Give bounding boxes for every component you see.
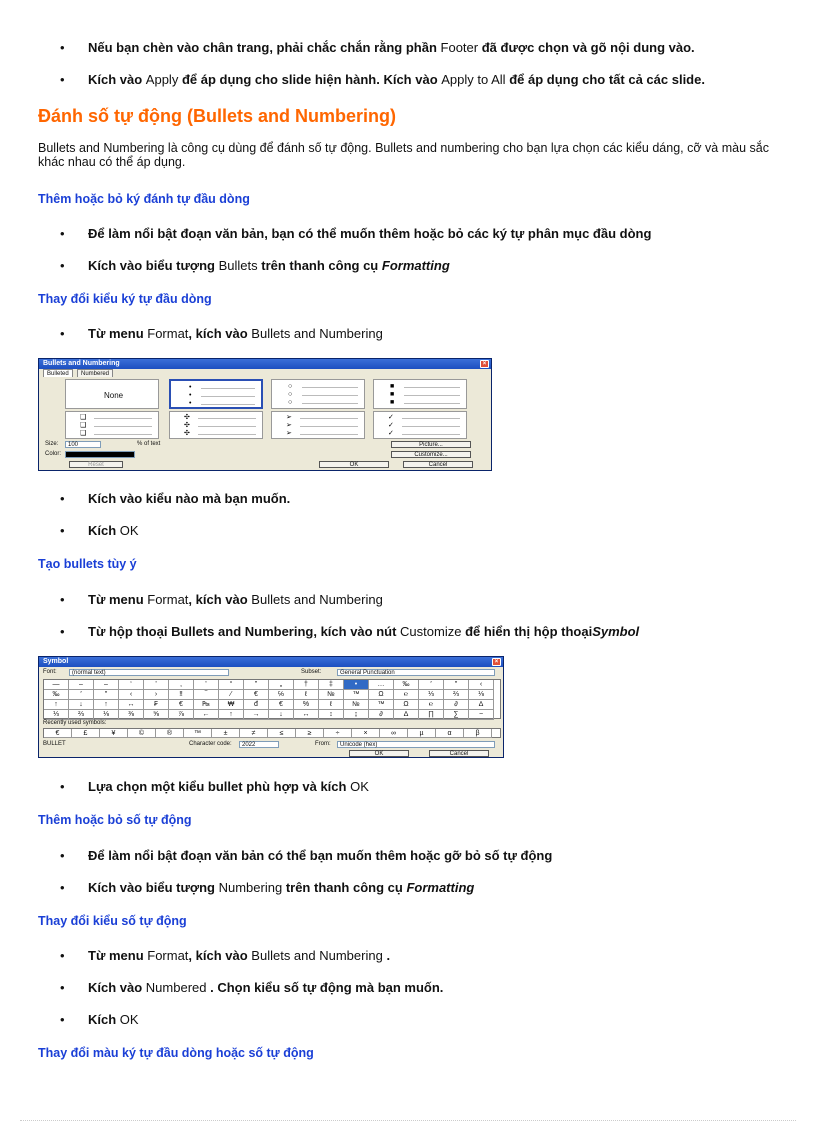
sub5-bullet-3: Kích OK — [88, 1012, 139, 1027]
sub4-bullet-2: Kích vào biểu tượng Numbering trên thanh công cụ Formatting — [88, 880, 475, 895]
symbol-cell[interactable]: ” — [244, 680, 269, 690]
symbol-cell[interactable]: đ — [244, 700, 269, 710]
recent-symbol-cell[interactable]: ≥ — [296, 729, 324, 738]
sub1-bullet-2: Kích vào biểu tượng Bullets trên thanh công cụ Formatting — [88, 258, 450, 273]
sub2-bullet-2: Kích vào kiểu nào mà bạn muốn. — [88, 491, 291, 506]
square-icon: ■ — [390, 399, 395, 406]
arrow-icon: ➢ — [286, 430, 292, 437]
intro-bullet-1: Nếu bạn chèn vào chân trang, phải chắc chắn rằng phần Footer đã được chọn và gõ nội dung vào. — [88, 40, 695, 55]
line-divider — [404, 395, 460, 396]
circle-icon: ○ — [288, 391, 293, 398]
bullet-dot-icon: • — [189, 392, 192, 399]
bullet-style-none[interactable] — [65, 379, 159, 409]
arrow-icon: ➢ — [286, 414, 292, 421]
symbol-cell[interactable]: † — [294, 680, 319, 690]
symbol-cell[interactable]: ↕ — [319, 710, 344, 720]
symbol-cell[interactable]: ′ — [69, 690, 94, 700]
font-label: Font: — [43, 669, 57, 675]
line-divider — [302, 387, 358, 388]
symbol-cell[interactable]: ™ — [369, 700, 394, 710]
bullet-marker: • — [60, 523, 65, 538]
sub3-bullet-2: Từ hộp thoại Bullets and Numbering, kích vào nút Customize để hiển thị hộp thoạiSymbol — [88, 624, 640, 639]
line-divider — [402, 426, 460, 427]
line-divider — [94, 434, 152, 435]
arrow-icon: ➢ — [286, 422, 292, 429]
symbol-cell[interactable]: “ — [219, 680, 244, 690]
bullet-marker: • — [60, 980, 65, 995]
star-icon: ✣ — [184, 430, 190, 437]
symbol-cell[interactable]: ™ — [344, 690, 369, 700]
symbol-cell[interactable]: — — [44, 680, 69, 690]
recent-symbol-cell[interactable]: α — [436, 729, 464, 738]
symbol-cell[interactable]: ∂ — [369, 710, 394, 720]
symbol-cell[interactable]: ↑ — [219, 710, 244, 720]
bullet-marker: • — [60, 326, 65, 341]
symbol-cell[interactable]: ℓ — [294, 690, 319, 700]
subheading-change-bullet-style: Thay đổi kiểu ký tự đầu dòng — [38, 292, 212, 306]
symbol-cell[interactable]: ‹ — [119, 690, 144, 700]
recent-symbol-cell[interactable]: ¥ — [100, 729, 128, 738]
symbol-cell[interactable]: ’ — [144, 680, 169, 690]
line-divider — [302, 395, 358, 396]
bullets-numbering-dialog-screenshot — [38, 358, 492, 471]
symbol-cell[interactable]: ‰ — [394, 680, 419, 690]
recent-symbol-cell[interactable]: © — [128, 729, 156, 738]
box-icon: ❑ — [80, 422, 87, 429]
symbol-cell[interactable]: • — [344, 680, 369, 690]
subset-label: Subset: — [301, 669, 322, 675]
line-divider — [300, 418, 358, 419]
symbol-cell[interactable]: … — [369, 680, 394, 690]
line-divider — [300, 434, 358, 435]
symbol-dialog-screenshot — [38, 656, 504, 758]
symbol-cell[interactable]: ∂ — [444, 700, 469, 710]
bullet-dot-icon: • — [189, 400, 192, 407]
symbol-cell[interactable]: ↑ — [44, 700, 69, 710]
line-divider — [198, 426, 256, 427]
symbol-cell[interactable]: ∏ — [419, 710, 444, 720]
symbol-cell[interactable]: ′ — [419, 680, 444, 690]
size-unit-label: % of text — [137, 441, 161, 447]
sub3-bullet-3: Lựa chọn một kiểu bullet phù hợp và kích OK — [88, 779, 369, 794]
symbol-cell[interactable]: ⅔ — [444, 690, 469, 700]
symbol-cell[interactable]: ‛ — [194, 680, 219, 690]
bullet-marker: • — [60, 948, 65, 963]
close-icon[interactable]: × — [492, 658, 501, 666]
sub5-bullet-1: Từ menu Format, kích vào Bullets and Numbering . — [88, 948, 391, 963]
symbol-cell[interactable]: „ — [269, 680, 294, 690]
symbol-grid[interactable] — [43, 679, 501, 719]
bullet-marker: • — [60, 491, 65, 506]
symbol-cell[interactable]: ↓ — [69, 700, 94, 710]
square-icon: ■ — [390, 391, 395, 398]
circle-icon: ○ — [288, 399, 293, 406]
cancel-button[interactable]: Cancel — [429, 750, 489, 757]
section-title: Đánh số tự động (Bullets and Numbering) — [38, 106, 397, 126]
line-divider — [94, 418, 152, 419]
color-picker[interactable] — [65, 451, 135, 458]
symbol-cell[interactable]: ⅛ — [469, 690, 494, 700]
recent-symbol-cell[interactable]: ± — [212, 729, 240, 738]
sub1-bullet-1: Để làm nổi bật đoạn văn bản, bạn có thể muốn thêm hoặc bỏ các ký tự phân mục đầu dòng — [88, 226, 652, 241]
bullet-marker: • — [60, 779, 65, 794]
symbol-cell[interactable]: ∑ — [444, 710, 469, 720]
symbol-cell[interactable]: ← — [194, 710, 219, 720]
bullet-marker: • — [60, 258, 65, 273]
star-icon: ✣ — [184, 414, 190, 421]
symbol-name: BULLET — [43, 741, 66, 747]
symbol-cell[interactable]: ⅔ — [69, 710, 94, 720]
recent-symbol-cell[interactable]: ™ — [184, 729, 212, 738]
from-label: From: — [315, 741, 331, 747]
symbol-cell[interactable]: ‡ — [319, 680, 344, 690]
intro-bullet-2: Kích vào Apply để áp dụng cho slide hiện hành. Kích vào Apply to All để áp dụng cho tất cả các slide. — [88, 72, 705, 87]
symbol-cell[interactable]: № — [319, 690, 344, 700]
symbol-cell[interactable]: → — [244, 710, 269, 720]
symbol-cell[interactable]: ‘ — [119, 680, 144, 690]
recent-symbol-cell[interactable]: ≠ — [240, 729, 268, 738]
symbol-cell[interactable]: ₧ — [194, 700, 219, 710]
bullet-marker: • — [60, 226, 65, 241]
ok-button[interactable]: OK — [349, 750, 409, 757]
symbol-cell[interactable]: ″ — [444, 680, 469, 690]
sub2-bullet-1: Từ menu Format, kích vào Bullets and Numbering — [88, 326, 383, 341]
sub5-bullet-2: Kích vào Numbered . Chọn kiểu số tự động mà bạn muốn. — [88, 980, 444, 995]
line-divider — [404, 403, 460, 404]
check-icon: ✓ — [388, 422, 394, 429]
sub2-bullet-3: Kích OK — [88, 523, 139, 538]
symbol-cell[interactable]: ₩ — [219, 700, 244, 710]
symbol-cell[interactable]: € — [244, 690, 269, 700]
symbol-cell[interactable]: ‹ — [469, 680, 494, 690]
recent-symbol-cell[interactable]: ∞ — [380, 729, 408, 738]
symbol-cell[interactable]: › — [144, 690, 169, 700]
symbol-cell[interactable]: ‼ — [169, 690, 194, 700]
bullet-style-check[interactable] — [373, 411, 467, 439]
symbol-cell[interactable]: ∆ — [394, 710, 419, 720]
symbol-cell[interactable]: Ω — [394, 700, 419, 710]
box-icon: ❑ — [80, 414, 87, 421]
recent-symbols-label: Recently used symbols: — [43, 720, 107, 726]
symbol-cell[interactable]: ↔ — [294, 710, 319, 720]
bullet-marker: • — [60, 624, 65, 639]
ok-button[interactable]: OK — [319, 461, 389, 468]
recent-symbol-cell[interactable]: ≤ — [268, 729, 296, 738]
cancel-button[interactable]: Cancel — [403, 461, 473, 468]
symbol-cell[interactable]: № — [344, 700, 369, 710]
symbol-cell[interactable]: ⁄ — [219, 690, 244, 700]
reset-button[interactable]: Reset — [69, 461, 123, 468]
square-icon: ■ — [390, 383, 395, 390]
page-footer-divider — [20, 1120, 796, 1121]
none-label: None — [104, 391, 124, 400]
customize-button[interactable]: Customize... — [391, 451, 471, 458]
symbol-cell[interactable]: ⅓ — [44, 710, 69, 720]
bullet-style-box[interactable] — [65, 411, 159, 439]
charcode-input[interactable]: 2022 — [239, 741, 279, 748]
symbol-cell[interactable]: ↓ — [269, 710, 294, 720]
line-divider — [198, 434, 256, 435]
line-divider — [402, 434, 460, 435]
bullet-marker: • — [60, 40, 65, 55]
symbol-cell[interactable]: ₣ — [144, 700, 169, 710]
subheading-custom-bullets: Tạo bullets tùy ý — [38, 557, 137, 571]
symbol-cell[interactable]: ⅛ — [94, 710, 119, 720]
symbol-cell[interactable]: Ω — [369, 690, 394, 700]
symbol-cell[interactable]: € — [169, 700, 194, 710]
line-divider — [302, 403, 358, 404]
recent-symbol-cell[interactable]: β — [464, 729, 492, 738]
box-icon: ❑ — [80, 430, 87, 437]
line-divider — [198, 418, 256, 419]
symbol-cell[interactable]: ↔ — [119, 700, 144, 710]
subset-select[interactable]: General Punctuation — [337, 669, 495, 676]
subheading-add-remove-numbering: Thêm hoặc bỏ số tự động — [38, 813, 192, 827]
recent-symbol-cell[interactable]: € — [44, 729, 72, 738]
symbol-cell[interactable]: ⅜ — [119, 710, 144, 720]
bullet-marker: • — [60, 72, 65, 87]
symbol-cell[interactable]: ″ — [94, 690, 119, 700]
symbol-cell[interactable]: ‚ — [169, 680, 194, 690]
circle-icon: ○ — [288, 383, 293, 390]
line-divider — [201, 396, 255, 397]
recent-symbols[interactable] — [43, 728, 501, 738]
bullet-marker: • — [60, 880, 65, 895]
recent-symbol-cell[interactable]: ® — [156, 729, 184, 738]
charcode-label: Character code: — [189, 741, 232, 747]
symbol-cell[interactable]: € — [269, 700, 294, 710]
line-divider — [201, 388, 255, 389]
tab-bulleted[interactable]: Bulleted — [43, 369, 73, 377]
recent-symbol-cell[interactable]: ÷ — [324, 729, 352, 738]
symbol-cell[interactable]: ⅝ — [144, 710, 169, 720]
symbol-cell[interactable]: − — [469, 710, 494, 720]
symbol-cell[interactable]: ℮ — [394, 690, 419, 700]
line-divider — [94, 426, 152, 427]
size-label: Size: — [45, 441, 59, 447]
symbol-cell[interactable]: % — [294, 700, 319, 710]
subheading-change-bullet-color: Thay đổi màu ký tự đầu dòng hoặc số tự động — [38, 1046, 314, 1060]
symbol-cell[interactable]: ⅞ — [169, 710, 194, 720]
tab-numbered[interactable]: Numbered — [77, 369, 113, 377]
bullet-style-star[interactable] — [169, 411, 263, 439]
from-select[interactable]: Unicode (hex) — [337, 741, 495, 748]
symbol-cell[interactable]: ⅓ — [419, 690, 444, 700]
subheading-change-numbering-style: Thay đổi kiểu số tự động — [38, 914, 187, 928]
symbol-cell[interactable]: – — [69, 680, 94, 690]
size-input[interactable]: 100 — [65, 441, 101, 448]
line-divider — [402, 418, 460, 419]
symbol-cell[interactable]: ∆ — [469, 700, 494, 710]
symbol-cell[interactable]: ‾ — [194, 690, 219, 700]
sub4-bullet-1: Để làm nổi bật đoạn văn bản có thể bạn muốn thêm hoặc gỡ bỏ số tự động — [88, 848, 553, 863]
symbol-cell[interactable]: ↨ — [344, 710, 369, 720]
sub3-bullet-1: Từ menu Format, kích vào Bullets and Numbering — [88, 592, 383, 607]
bullet-style-dot[interactable] — [169, 379, 263, 409]
symbol-cell[interactable]: ℅ — [269, 690, 294, 700]
bullet-style-arrow[interactable] — [271, 411, 365, 439]
dialog-titlebar: Symbol × — [39, 657, 503, 667]
bullet-dot-icon: • — [189, 384, 192, 391]
subheading-add-remove-bullets: Thêm hoặc bỏ ký đánh tự đầu dòng — [38, 192, 250, 206]
check-icon: ✓ — [388, 430, 394, 437]
section-intro: Bullets and Numbering là công cụ dùng để đánh số tự động. Bullets and numbering cho bạn lựa chọn các kiểu dáng, cỡ và màu sắc khác nhau có thể áp dụng. — [38, 141, 769, 169]
font-select[interactable]: (normal text) — [69, 669, 229, 676]
check-icon: ✓ — [388, 414, 394, 421]
bullet-style-square[interactable] — [373, 379, 467, 409]
symbol-cell[interactable]: ℮ — [419, 700, 444, 710]
line-divider — [300, 426, 358, 427]
close-icon[interactable]: × — [480, 360, 489, 368]
symbol-cell[interactable]: ‒ — [94, 680, 119, 690]
color-label: Color: — [45, 451, 62, 457]
line-divider — [201, 404, 255, 405]
symbol-cell[interactable]: ↑ — [94, 700, 119, 710]
bullet-marker: • — [60, 592, 65, 607]
bullet-style-circle[interactable] — [271, 379, 365, 409]
star-icon: ✣ — [184, 422, 190, 429]
bullet-marker: • — [60, 848, 65, 863]
symbol-cell[interactable]: ‰ — [44, 690, 69, 700]
picture-button[interactable]: Picture... — [391, 441, 471, 448]
line-divider — [404, 387, 460, 388]
bullet-marker: • — [60, 1012, 65, 1027]
recent-symbol-cell[interactable]: µ — [408, 729, 436, 738]
dialog-titlebar: Bullets and Numbering × — [39, 359, 491, 369]
recent-symbol-cell[interactable]: × — [352, 729, 380, 738]
recent-symbol-cell[interactable]: £ — [72, 729, 100, 738]
symbol-cell[interactable]: ℓ — [319, 700, 344, 710]
